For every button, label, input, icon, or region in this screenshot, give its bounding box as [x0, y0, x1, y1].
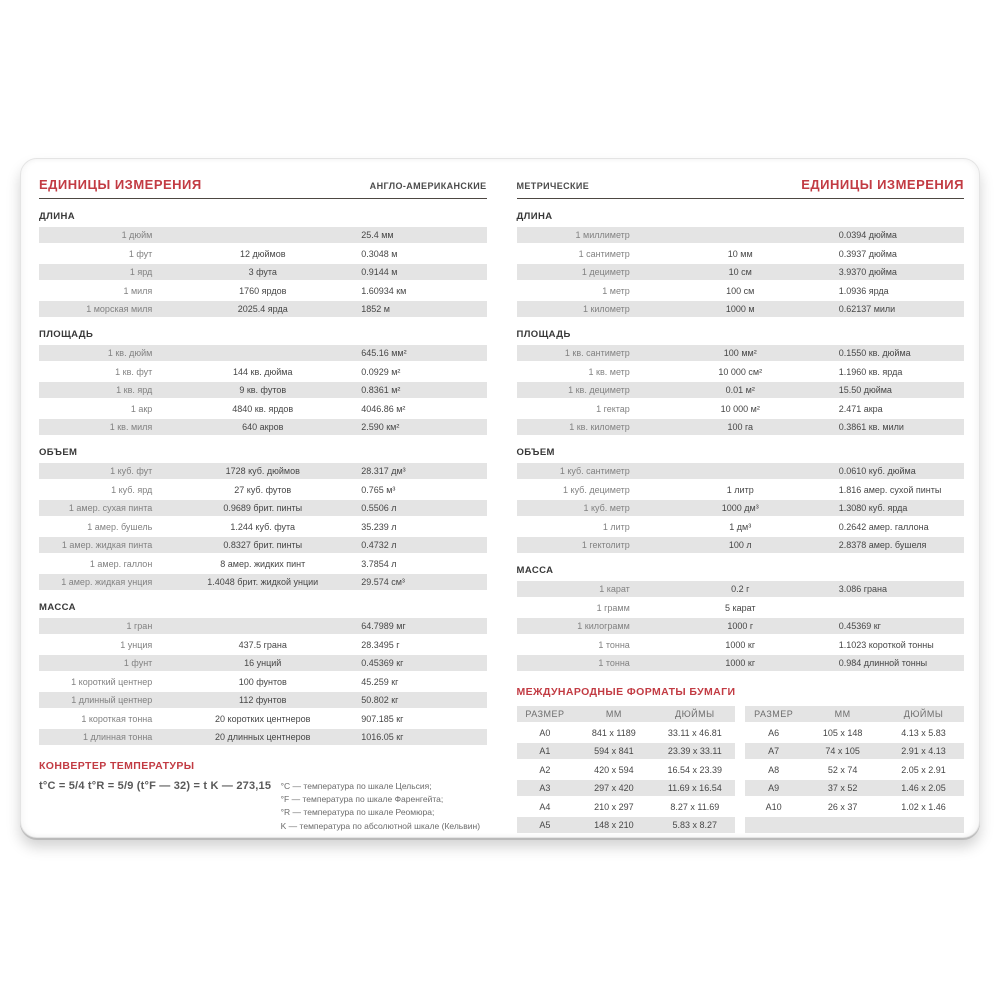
equivalent-cell: 0.2 г — [731, 584, 750, 594]
value-cell: 0.2642 амер. галлона — [838, 521, 929, 532]
table-row — [39, 401, 487, 417]
temperature-converter — [39, 780, 487, 833]
value-cell: 907.185 кг — [361, 713, 404, 724]
unit-cell: 1 ярд — [129, 267, 153, 277]
paper-table-row — [745, 817, 964, 833]
unit-cell: 1 сантиметр — [578, 248, 630, 259]
size-cell: A4 — [539, 801, 551, 812]
table-row — [39, 637, 487, 653]
temperature-scale-note: °C — температура по шкале Цельсия; — [280, 781, 432, 791]
conversion-table — [517, 227, 965, 317]
paper-table-row — [517, 799, 736, 815]
paper-formats-heading: МЕЖДУНАРОДНЫЕ ФОРМАТЫ БУМАГИ — [516, 686, 736, 698]
table-row — [517, 345, 965, 361]
section-heading: ДЛИНА — [516, 211, 553, 222]
table-row — [39, 227, 487, 243]
conversion-table — [39, 463, 487, 590]
unit-cell: 1 миллиметр — [575, 230, 630, 240]
table-row — [39, 692, 487, 708]
equivalent-cell: 1000 м — [725, 304, 755, 314]
unit-cell: 1 карат — [599, 584, 630, 594]
value-cell: 0.3937 дюйма — [838, 248, 897, 259]
equivalent-cell: 20 коротких центнеров — [215, 713, 311, 724]
unit-cell: 1 куб. метр — [583, 503, 630, 513]
table-row — [39, 674, 487, 690]
paper-table-row — [517, 725, 736, 741]
unit-cell: 1 тонна — [598, 639, 630, 650]
table-row — [517, 537, 965, 553]
table-row — [39, 500, 487, 516]
equivalent-cell: 1 литр — [726, 484, 754, 495]
equivalent-cell: 100 мм² — [723, 348, 757, 358]
header-rule — [517, 198, 965, 199]
paper-table-header-row — [517, 706, 736, 722]
unit-sections — [39, 211, 487, 745]
equivalent-cell: 640 акров — [242, 422, 284, 432]
equivalent-cell: 10 000 см² — [718, 366, 763, 377]
equivalent-cell: 2025.4 ярда — [237, 304, 288, 314]
unit-cell: 1 амер. сухая пинта — [68, 503, 153, 513]
equivalent-cell: 1.4048 брит. жидкой унции — [207, 577, 319, 587]
value-cell: 1852 м — [361, 304, 390, 314]
paper-table-row — [517, 743, 736, 759]
paper-table-row — [517, 817, 736, 833]
equivalent-cell: 100 фунтов — [238, 676, 287, 687]
table-row — [39, 618, 487, 634]
equivalent-cell: 100 см — [726, 285, 755, 296]
equivalent-cell: 1000 кг — [725, 639, 756, 650]
mm-cell: 52 x 74 — [827, 764, 858, 775]
table-row — [39, 574, 487, 590]
unit-cell: 1 куб. дециметр — [563, 484, 630, 495]
value-cell: 29.574 см³ — [361, 577, 405, 587]
table-row — [39, 283, 487, 299]
unit-cell: 1 кв. фут — [115, 366, 153, 377]
left-page-header — [39, 177, 487, 192]
size-cell: A9 — [768, 783, 780, 793]
value-cell: 1.0936 ярда — [838, 285, 889, 296]
table-row — [39, 382, 487, 398]
value-cell: 28.3495 г — [361, 639, 400, 650]
unit-cell: 1 литр — [602, 521, 630, 532]
equivalent-cell: 1000 дм³ — [721, 503, 759, 513]
unit-cell: 1 кв. дециметр — [568, 385, 630, 395]
size-cell: A6 — [768, 727, 780, 738]
table-row — [39, 556, 487, 572]
table-row — [517, 500, 965, 516]
paper-table-row — [517, 780, 736, 796]
inches-cell: 5.83 x 8.27 — [672, 820, 718, 830]
equivalent-cell: 1728 куб. дюймов — [225, 466, 300, 476]
equivalent-cell: 0.8327 брит. пинты — [223, 540, 303, 550]
unit-cell: 1 кв. метр — [588, 366, 630, 377]
value-cell: 0.4732 л — [361, 540, 397, 550]
section-heading: ДЛИНА — [39, 211, 75, 222]
right-page — [501, 177, 965, 830]
size-cell: A2 — [539, 764, 551, 775]
mm-cell: 74 x 105 — [825, 746, 860, 756]
size-cell: A7 — [768, 746, 780, 756]
left-page — [39, 177, 501, 831]
unit-cell: 1 кв. миля — [109, 422, 153, 432]
table-row — [39, 364, 487, 380]
inches-cell: 11.69 x 16.54 — [667, 783, 722, 793]
value-cell: 50.802 кг — [361, 695, 399, 705]
temperature-converter-heading: КОНВЕРТЕР ТЕМПЕРАТУРЫ — [39, 760, 195, 772]
page-subtitle: МЕТРИЧЕСКИЕ — [516, 181, 590, 191]
paper-table-row — [745, 780, 964, 796]
table-row — [517, 283, 965, 299]
conversion-table — [39, 345, 487, 435]
value-cell: 0.3048 м — [361, 248, 398, 259]
column-header: РАЗМЕР — [754, 709, 794, 719]
page-title: ЕДИНИЦЫ ИЗМЕРЕНИЯ — [39, 177, 202, 192]
equivalent-cell: 100 л — [728, 540, 752, 550]
mm-cell: 297 x 420 — [594, 783, 634, 793]
unit-cell: 1 фут — [128, 248, 153, 259]
column-header: ММ — [605, 709, 622, 719]
value-cell: 1.1023 короткой тонны — [838, 639, 934, 650]
table-row — [517, 600, 965, 616]
column-header: РАЗМЕР — [525, 709, 565, 719]
paper-table-row — [745, 762, 964, 778]
inches-cell: 8.27 x 11.69 — [670, 801, 720, 812]
unit-cell: 1 фунт — [123, 658, 153, 668]
equivalent-cell: 9 кв. футов — [239, 385, 287, 395]
value-cell: 3.9370 дюйма — [838, 267, 897, 277]
inches-cell: 2.05 x 2.91 — [901, 764, 946, 775]
temperature-scale-note: °F — температура по шкале Фаренгейта; — [280, 794, 444, 805]
inches-cell: 16.54 x 23.39 — [667, 764, 723, 775]
value-cell: 0.3861 кв. мили — [838, 422, 904, 432]
value-cell: 0.62137 мили — [838, 304, 896, 314]
inches-cell: 1.46 x 2.05 — [901, 783, 946, 793]
equivalent-cell: 1 дм³ — [729, 521, 752, 532]
paper-formats-tables — [517, 706, 965, 836]
mm-cell: 210 x 297 — [594, 801, 634, 812]
temperature-scale-note: °R — температура по шкале Реомюра; — [280, 807, 435, 818]
conversion-table — [517, 581, 965, 671]
unit-cell: 1 акр — [130, 403, 153, 414]
value-cell: 2.590 км² — [361, 422, 400, 432]
value-cell: 0.765 м³ — [361, 484, 396, 495]
unit-cell: 1 дециметр — [581, 267, 630, 277]
conversion-table — [39, 618, 487, 745]
column-header: ДЮЙМЫ — [674, 709, 715, 719]
section-heading: МАССА — [39, 602, 76, 613]
unit-cell: 1 амер. бушель — [87, 521, 153, 532]
mm-cell: 26 x 37 — [827, 801, 858, 812]
size-cell: A5 — [539, 820, 551, 830]
unit-cell: 1 амер. жидкая пинта — [61, 540, 153, 550]
unit-cell: 1 гектолитр — [581, 540, 630, 550]
value-cell: 0.1550 кв. дюйма — [838, 348, 911, 358]
unit-cell: 1 килограмм — [577, 621, 630, 631]
table-row — [39, 537, 487, 553]
equivalent-cell: 0.01 м² — [725, 385, 755, 395]
equivalent-cell: 10 000 м² — [720, 403, 760, 414]
unit-cell: 1 короткая тонна — [81, 713, 153, 724]
table-row — [39, 264, 487, 280]
value-cell: 1.816 амер. сухой пинты — [838, 484, 942, 495]
value-cell: 0.0929 м² — [361, 366, 401, 377]
inches-cell: 23.39 x 33.11 — [667, 746, 722, 756]
equivalent-cell: 5 карат — [724, 602, 756, 613]
table-row — [517, 655, 965, 671]
equivalent-cell: 16 унций — [244, 658, 282, 668]
table-row — [39, 482, 487, 498]
table-row — [517, 227, 965, 243]
paper-table-header-row — [745, 706, 964, 722]
value-cell: 0.984 длинной тонны — [838, 658, 928, 668]
value-cell: 1016.05 кг — [361, 732, 404, 742]
unit-cell: 1 метр — [602, 285, 630, 296]
unit-cell: 1 куб. ярд — [111, 484, 153, 495]
unit-cell: 1 длинная тонна — [82, 732, 153, 742]
table-row — [517, 482, 965, 498]
section-heading: МАССА — [516, 565, 554, 576]
conversion-table — [517, 345, 965, 435]
table-row — [517, 419, 965, 435]
table-row — [517, 246, 965, 262]
equivalent-cell: 144 кв. дюйма — [233, 366, 293, 377]
equivalent-cell: 437.5 грана — [238, 639, 287, 650]
equivalent-cell: 12 дюймов — [239, 248, 286, 259]
temperature-scale-legend — [281, 780, 487, 833]
equivalent-cell: 20 длинных центнеров — [215, 732, 311, 742]
conversion-table — [39, 227, 487, 317]
inches-cell: 2.91 x 4.13 — [901, 746, 946, 756]
unit-cell: 1 кв. километр — [569, 422, 630, 432]
value-cell: 28.317 дм³ — [361, 466, 406, 476]
value-cell: 3.7854 л — [361, 558, 397, 569]
table-row — [39, 519, 487, 535]
equivalent-cell: 0.9689 брит. пинты — [223, 503, 303, 513]
paper-formats-table-a6-a10 — [745, 706, 964, 836]
table-row — [517, 463, 965, 479]
unit-cell: 1 тонна — [598, 658, 630, 668]
table-row — [39, 655, 487, 671]
value-cell: 1.3080 куб. ярда — [838, 503, 908, 513]
unit-cell: 1 длинный центнер — [71, 695, 153, 705]
unit-cell: 1 кв. сантиметр — [564, 348, 630, 358]
equivalent-cell: 8 амер. жидких пинт — [220, 558, 306, 569]
table-row — [517, 264, 965, 280]
size-cell: A0 — [539, 727, 551, 738]
unit-cell: 1 куб. сантиметр — [559, 466, 630, 476]
value-cell: 2.471 акра — [838, 403, 883, 414]
unit-cell: 1 гектар — [596, 403, 630, 414]
table-row — [517, 382, 965, 398]
size-cell: A3 — [539, 783, 551, 793]
equivalent-cell: 112 фунтов — [239, 695, 287, 705]
size-cell: A8 — [768, 764, 780, 775]
column-header: ДЮЙМЫ — [903, 709, 944, 719]
equivalent-cell: 1000 г — [727, 621, 754, 631]
conversion-table — [517, 463, 965, 553]
value-cell: 4046.86 м² — [361, 403, 406, 414]
unit-cell: 1 грамм — [596, 602, 630, 613]
table-row — [517, 618, 965, 634]
inches-cell: 1.02 x 1.46 — [901, 801, 946, 812]
value-cell: 15.50 дюйма — [838, 385, 892, 395]
value-cell: 2.8378 амер. бушеля — [838, 540, 927, 550]
value-cell: 0.8361 м² — [361, 385, 401, 395]
value-cell: 645.16 мм² — [361, 348, 407, 358]
table-row — [517, 301, 965, 317]
paper-table-row — [745, 743, 964, 759]
mm-cell: 148 x 210 — [594, 820, 634, 830]
section-heading: ОБЪЕМ — [516, 447, 555, 458]
unit-cell: 1 дюйм — [121, 230, 153, 240]
equivalent-cell: 27 куб. футов — [234, 484, 292, 495]
mm-cell: 105 x 148 — [822, 727, 863, 738]
unit-cell: 1 короткий центнер — [71, 676, 153, 687]
value-cell: 64.7989 мг — [361, 621, 406, 631]
temperature-formula: t°C = 5/4 t°R = 5/9 (t°F — 32) = t K — 273,15 — [39, 780, 272, 792]
inches-cell: 4.13 x 5.83 — [901, 727, 946, 738]
inches-cell: 33.11 x 46.81 — [667, 727, 722, 738]
conversion-tables-spread — [20, 158, 980, 838]
unit-cell: 1 амер. галлон — [89, 558, 153, 569]
value-cell: 1.1960 кв. ярда — [838, 366, 903, 377]
table-row — [517, 637, 965, 653]
paper-formats-table-a0-a5 — [517, 706, 736, 836]
size-cell: A1 — [539, 746, 551, 756]
table-row — [39, 345, 487, 361]
unit-cell: 1 километр — [582, 304, 630, 314]
section-heading: ОБЪЕМ — [39, 447, 78, 458]
equivalent-cell: 1760 ярдов — [239, 285, 287, 296]
table-row — [39, 711, 487, 727]
table-row — [39, 246, 487, 262]
mm-cell: 594 x 841 — [594, 746, 634, 756]
table-row — [39, 463, 487, 479]
value-cell: 45.259 кг — [361, 676, 399, 687]
right-page-header — [517, 177, 965, 192]
equivalent-cell: 10 мм — [727, 248, 753, 259]
value-cell: 0.45369 кг — [838, 621, 881, 631]
value-cell: 0.0394 дюйма — [838, 230, 897, 240]
section-heading: ПЛОЩАДЬ — [39, 329, 94, 340]
section-heading: ПЛОЩАДЬ — [516, 329, 571, 340]
mm-cell: 37 x 52 — [827, 783, 858, 793]
paper-table-row — [745, 725, 964, 741]
value-cell: 0.0610 куб. дюйма — [838, 466, 916, 476]
size-cell: A10 — [765, 801, 782, 812]
equivalent-cell: 1.244 куб. фута — [230, 521, 296, 532]
value-cell: 3.086 грана — [838, 584, 887, 594]
table-row — [39, 301, 487, 317]
paper-table-row — [745, 799, 964, 815]
unit-cell: 1 кв. дюйм — [107, 348, 153, 358]
column-header: ММ — [834, 709, 851, 719]
table-row — [39, 729, 487, 745]
unit-cell: 1 амер. жидкая унция — [61, 577, 153, 587]
table-row — [517, 519, 965, 535]
table-row — [517, 581, 965, 597]
equivalent-cell: 3 фута — [248, 267, 277, 277]
header-rule — [39, 198, 487, 199]
page-subtitle: АНГЛО-АМЕРИКАНСКИЕ — [369, 181, 487, 191]
unit-cell: 1 кв. ярд — [116, 385, 153, 395]
temperature-scale-note: K — температура по абсолютной шкале (Кельвин) — [280, 820, 481, 831]
table-row — [39, 419, 487, 435]
value-cell: 35.239 л — [361, 521, 397, 532]
paper-table-row — [517, 762, 736, 778]
value-cell: 0.9144 м — [361, 267, 398, 277]
equivalent-cell: 1000 кг — [725, 658, 756, 668]
value-cell: 1.60934 км — [361, 285, 407, 296]
mm-cell: 420 x 594 — [594, 764, 634, 775]
value-cell: 0.45369 кг — [361, 658, 404, 668]
value-cell: 0.5506 л — [361, 503, 397, 513]
page-title: ЕДИНИЦЫ ИЗМЕРЕНИЯ — [801, 177, 964, 192]
unit-cell: 1 гран — [126, 621, 153, 631]
table-row — [517, 401, 965, 417]
equivalent-cell: 100 га — [727, 422, 754, 432]
table-row — [517, 364, 965, 380]
value-cell: 25.4 мм — [361, 230, 394, 240]
unit-sections — [517, 211, 965, 671]
unit-cell: 1 миля — [123, 285, 153, 296]
unit-cell: 1 унция — [120, 639, 153, 650]
unit-cell: 1 куб. фут — [110, 466, 153, 476]
mm-cell: 841 x 1189 — [591, 727, 636, 738]
unit-cell: 1 морская миля — [86, 304, 153, 314]
equivalent-cell: 4840 кв. ярдов — [232, 403, 294, 414]
equivalent-cell: 10 см — [728, 267, 752, 277]
